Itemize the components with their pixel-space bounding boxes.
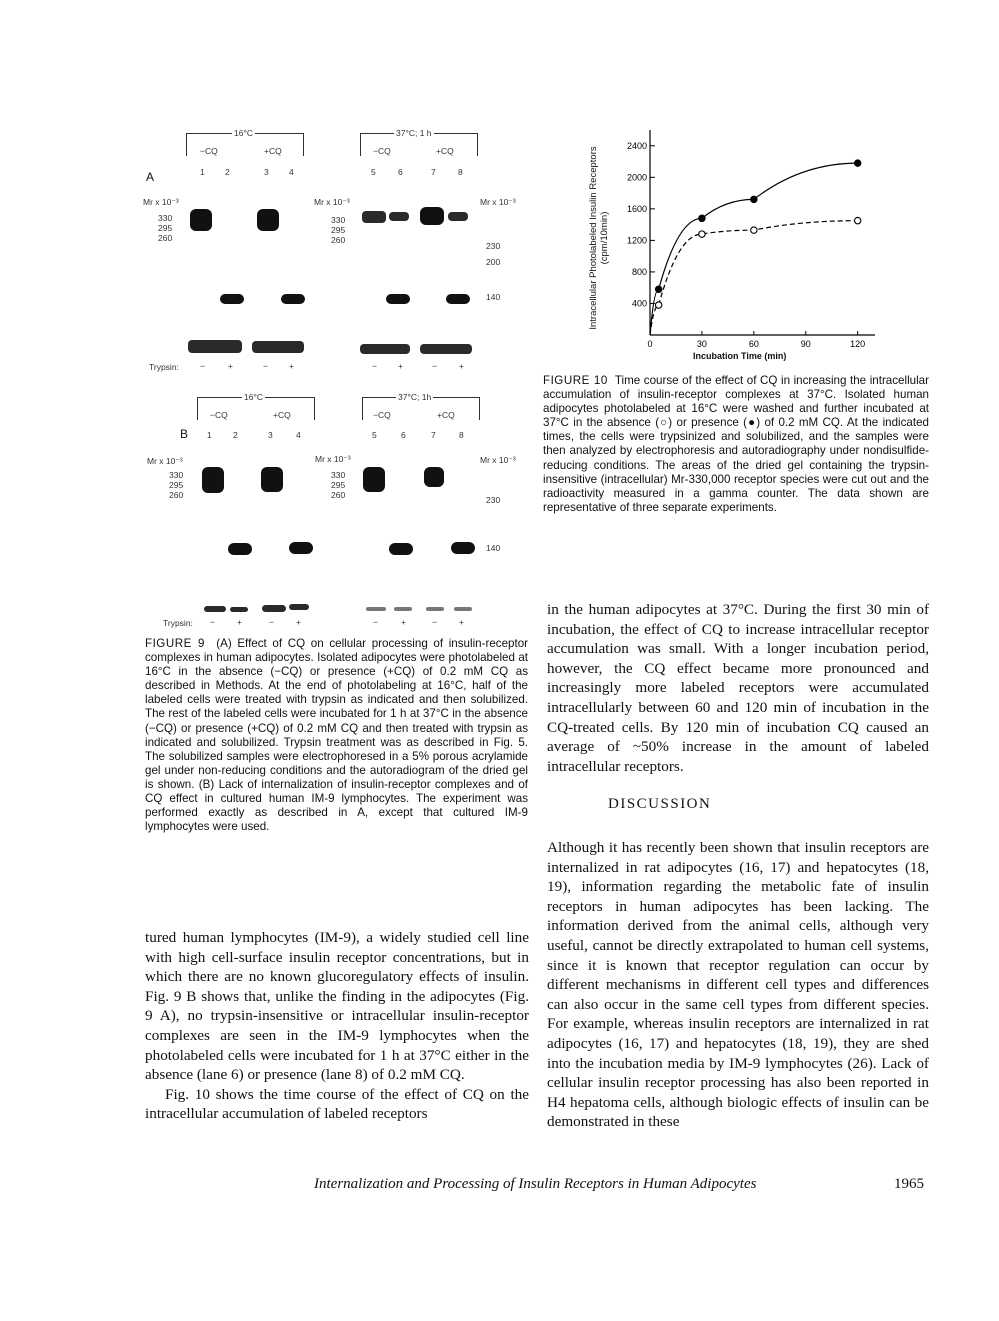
y-tick-label: 800	[631, 266, 647, 277]
marker-230: 230	[486, 495, 501, 505]
paragraph: Fig. 10 shows the time course of the effect of CQ on the intracellular accumulation of labeled receptors	[145, 1085, 529, 1123]
lane-number: 7	[431, 167, 436, 177]
y-axis-title-text: Intracellular Photolabeled Insulin Receptors (cpm/10min)	[588, 146, 610, 330]
gel-band	[262, 605, 286, 612]
marker-330: 330	[158, 213, 173, 223]
gel-band	[261, 467, 283, 492]
marker-295: 295	[158, 223, 173, 233]
trypsin-sign: +	[228, 361, 233, 371]
series-line-open	[650, 221, 858, 335]
mr-label: Mr x 10⁻³	[143, 197, 179, 207]
y-tick-label: 400	[631, 298, 647, 309]
data-point-filled	[699, 215, 705, 221]
marker-330: 330	[331, 215, 346, 225]
marker-260: 260	[331, 490, 346, 500]
trypsin-sign: −	[210, 617, 215, 627]
y-tick-label: 2000	[626, 172, 647, 183]
lane-number: 5	[372, 430, 377, 440]
lane-number: 5	[371, 167, 376, 177]
gel-band	[257, 209, 279, 231]
marker-330: 330	[169, 470, 184, 480]
cq-plus-label: +CQ	[264, 146, 282, 156]
lane-number: 1	[200, 167, 205, 177]
lane-number: 8	[459, 430, 464, 440]
paragraph: Although it has recently been shown that insulin receptors are internalized in rat adipocytes (16, 17) and hepatocytes (18, 19), information regarding the metabolic fate of insulin receptors in human adipocytes has been lacking. The information derived from the animal cells, although very useful, cannot be directly extrapolated to human cell systems, since it is known that receptor regulation can occur by different mechanisms in different cell types and differences can also occur in the same cell types from different species. For example, whereas insulin receptors are internalized in rat adipocytes (16, 17) and hepatocytes (18, 19), they are shed into the incubation media by IM-9 lymphocytes (26). Lack of cellular insulin receptor processing has also been reported in H4 hepatoma cells, although biologic effects of insulin can be demonstrated in these	[547, 839, 929, 1131]
trypsin-sign: +	[459, 617, 464, 627]
gel-band	[424, 467, 444, 487]
chart-plot	[585, 118, 885, 368]
y-tick-label: 1200	[626, 235, 647, 246]
temp-label-16c: 16°C	[234, 128, 253, 138]
figure-10-chart	[585, 118, 885, 368]
x-tick-label: 30	[696, 339, 707, 349]
data-point-filled	[751, 196, 757, 202]
data-point-filled	[655, 286, 661, 292]
data-point-filled	[854, 160, 860, 166]
cq-minus-label: −CQ	[200, 146, 218, 156]
trypsin-sign: +	[401, 617, 406, 627]
paragraph: tured human lymphocytes (IM-9), a widely studied cell line with high cell-surface insulin receptor concentrations, but in which there are no known glucoregulatory effects of insulin. Fig. 9 B shows that, unlike the finding in the adipocytes (Fig. 9 A), no trypsin-insensitive or intracellular insulin-receptor complexes are seen in the IM-9 lymphocytes when the photolabeled cells were incubated for 1 h at 37°C either in the absence (lane 6) or presence (lane 8) of 0.2 mM CQ.	[145, 929, 529, 1084]
right-column-text-bottom	[547, 838, 929, 1132]
x-tick-label: 60	[748, 339, 759, 349]
trypsin-sign: −	[200, 361, 205, 371]
data-point-open	[854, 217, 860, 223]
lane-number: 3	[264, 167, 269, 177]
gel-band	[188, 340, 242, 353]
figure-label: FIGURE 10	[543, 374, 608, 387]
paragraph: in the human adipocytes at 37°C. During the first 30 min of incubation, the effect of CQ to increase intracellular receptor accumulation was small. With a longer incubation period, however, the CQ effect became more pronounced and increasingly more labeled receptors were accumulated intracellularly between 60 and 120 min of incubation in the CQ-treated cells. By 120 min of incubation CQ caused an average of ~50% increase in the amount of labeled intracellular receptors.	[547, 601, 929, 775]
figure-9-caption	[145, 637, 528, 834]
mr-label: Mr x 10⁻³	[480, 455, 516, 465]
gel-band	[446, 294, 470, 304]
cq-minus-label: −CQ	[373, 410, 391, 420]
panel-letter: B	[180, 427, 189, 441]
x-tick-label: 90	[800, 339, 811, 349]
gel-band	[190, 209, 212, 231]
data-point-open	[751, 227, 757, 233]
trypsin-sign: −	[432, 617, 437, 627]
cq-minus-label: −CQ	[373, 146, 391, 156]
marker-260: 260	[169, 490, 184, 500]
lane-number: 3	[268, 430, 273, 440]
caption-text: Time course of the effect of CQ in increasing the intracellular accumulation of insulin-receptor complexes at 37°C. Isolated human adipocytes photolabeled at 16°C were washed and further incubated at 37°C in the absence (○) or presence (●) of 0.2 mM CQ. At the indicated times, the cells were trypsinized and solubilized, and the samples were then analyzed by electrophoresis and autoradiography under nondisulfide-reducing conditions. The areas of the dried gel containing the trypsin-insensitive (intracellular) Mr-330,000 receptor species were cut out and the radioactivity measured in a gamma counter. The data shown are representative of three separate experiments.	[543, 374, 929, 514]
gel-band	[204, 606, 226, 612]
gel-band	[228, 543, 252, 555]
trypsin-sign: −	[372, 361, 377, 371]
gel-band	[363, 467, 385, 492]
trypsin-sign: +	[459, 361, 464, 371]
lane-number: 7	[431, 430, 436, 440]
lane-number: 4	[296, 430, 301, 440]
trypsin-label: Trypsin:	[149, 362, 179, 372]
marker-260: 260	[331, 235, 346, 245]
y-tick-label: 2400	[626, 140, 647, 151]
data-point-open	[655, 302, 661, 308]
left-column-text	[145, 928, 529, 1124]
cq-plus-label: +CQ	[273, 410, 291, 420]
x-tick-label: 120	[850, 339, 866, 349]
cq-minus-label: −CQ	[210, 410, 228, 420]
panel-letter: A	[146, 170, 155, 184]
trypsin-sign: +	[289, 361, 294, 371]
trypsin-sign: −	[432, 361, 437, 371]
running-title: Internalization and Processing of Insulin Receptors in Human Adipocytes	[314, 1176, 757, 1192]
figure-label: FIGURE 9	[145, 637, 205, 650]
gel-band	[360, 344, 410, 354]
y-tick-label: 1600	[626, 203, 647, 214]
gel-band	[386, 294, 410, 304]
lane-number: 2	[225, 167, 230, 177]
section-heading: DISCUSSION	[608, 796, 712, 812]
lane-number: 6	[401, 430, 406, 440]
cq-plus-label: +CQ	[436, 146, 454, 156]
gel-band	[454, 607, 472, 611]
lane-number: 1	[207, 430, 212, 440]
caption-text: (A) Effect of CQ on cellular processing of insulin-receptor complexes in human adipocytes. Isolated adipocytes were photolabeled at 16°C in the absence (−CQ) or presence (+CQ) of 0.2 mM CQ as described in Methods. At the end of photolabeling at 16°C, half of the labeled cells were treated with trypsin as indicated and then solubilized. The rest of the labeled cells were incubated for 1 h at 37°C in the absence (−CQ) or presence (+CQ) of 0.2 mM CQ and then treated with trypsin as indicated and solubilized. Trypsin treatment was as described in Fig. 5. The solubilized samples were electrophoresed in a 5% porous acrylamide gel under non-reducing conditions and the autoradiogram of the dried gel is shown. (B) Lack of internalization of insulin-receptor complexes and of CQ effect in cultured human IM-9 lymphocytes. The experiment was performed exactly as described in A, except that cultured IM-9 lymphocytes were used.	[145, 637, 528, 834]
x-axis-title: Incubation Time (min)	[693, 351, 787, 361]
marker-140: 140	[486, 292, 501, 302]
figure-10-caption	[543, 374, 929, 515]
gel-band	[366, 607, 386, 611]
mr-label: Mr x 10⁻³	[147, 456, 183, 466]
trypsin-sign: +	[398, 361, 403, 371]
gel-band	[362, 211, 386, 223]
gel-band	[252, 341, 304, 353]
right-column-text-top	[547, 600, 929, 776]
gel-band	[281, 294, 305, 304]
temp-label-16c: 16°C	[244, 392, 263, 402]
cq-plus-label: +CQ	[437, 410, 455, 420]
gel-band	[220, 294, 244, 304]
trypsin-sign: +	[296, 617, 301, 627]
trypsin-label: Trypsin:	[163, 618, 193, 628]
trypsin-sign: −	[263, 361, 268, 371]
marker-140: 140	[486, 543, 501, 553]
gel-band	[389, 543, 413, 555]
gel-band	[448, 212, 468, 221]
gel-band	[230, 607, 248, 612]
marker-200: 200	[486, 257, 501, 267]
lane-number: 4	[289, 167, 294, 177]
trypsin-sign: +	[237, 617, 242, 627]
gel-band	[389, 212, 409, 221]
data-point-open	[699, 231, 705, 237]
mr-label: Mr x 10⁻³	[315, 454, 351, 464]
temp-label-37c: 37°C; 1 h	[396, 128, 432, 138]
gel-band	[420, 344, 472, 354]
trypsin-sign: −	[269, 617, 274, 627]
mr-label: Mr x 10⁻³	[480, 197, 516, 207]
lane-number: 8	[458, 167, 463, 177]
gel-band	[394, 607, 412, 611]
marker-330: 330	[331, 470, 346, 480]
x-tick-label: 0	[647, 339, 653, 349]
gel-band	[420, 207, 444, 225]
gel-band	[289, 542, 313, 554]
gel-band	[451, 542, 475, 554]
marker-295: 295	[169, 480, 184, 490]
gel-band	[202, 467, 224, 493]
gel-band	[289, 604, 309, 610]
mr-label: Mr x 10⁻³	[314, 197, 350, 207]
page-number: 1965	[894, 1176, 924, 1192]
trypsin-sign: −	[373, 617, 378, 627]
marker-295: 295	[331, 480, 346, 490]
lane-number: 2	[233, 430, 238, 440]
marker-230: 230	[486, 241, 501, 251]
gel-band	[426, 607, 444, 611]
marker-295: 295	[331, 225, 346, 235]
lane-number: 6	[398, 167, 403, 177]
marker-260: 260	[158, 233, 173, 243]
temp-label-37c: 37°C; 1h	[398, 392, 432, 402]
